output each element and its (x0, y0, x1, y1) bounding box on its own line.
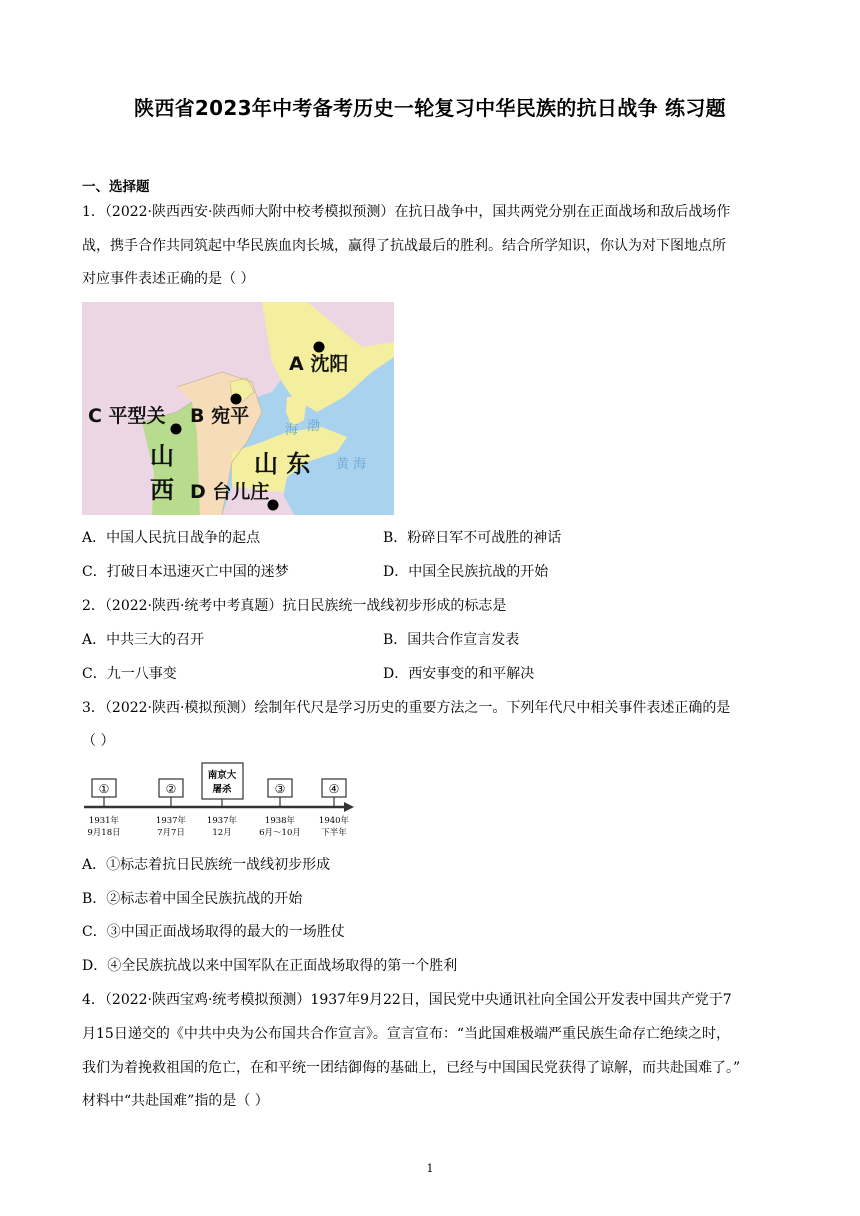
q2-option-d: D．西安事变的和平解决 (383, 666, 535, 682)
q4-stem-line-3: 我们为着挽救祖国的危亡，在和平统一团结御侮的基础上，已经与中国国民党获得了谅解，而共赴国难了。” (82, 1060, 741, 1076)
q3-option-d: D．④全民族抗战以来中国军队在正面战场取得的第一个胜利 (82, 958, 458, 974)
q4-stem-line-4: 材料中“共赴国难”指的是（ ） (82, 1093, 269, 1109)
timeline-date-2-day: 7月7日 (157, 828, 185, 838)
q4-stem-line-2: 月15日递交的《中共中央为公布国共合作宣言》。宣言宣布：“当此国难极端严重民族生命存亡绝续之时， (82, 1026, 730, 1042)
timeline-date-5-day: 下半年 (321, 828, 347, 838)
q3-stem-line-1: 3．（2022·陕西·模拟预测）绘制年代尺是学习历史的重要方法之一。下列年代尺中相关事件表述正确的是 (82, 700, 731, 716)
dot-wanping (231, 394, 242, 405)
label-shenyang: A 沈阳 (289, 353, 349, 375)
timeline-box-nanjing-line1: 南京大 (207, 770, 237, 781)
timeline-box-2-label: ② (165, 782, 177, 796)
timeline-box-nanjing-line2: 屠杀 (212, 784, 232, 795)
timeline-date-1-year: 1931年 (88, 816, 120, 826)
q1-option-a: A．中国人民抗日战争的起点 (82, 530, 261, 546)
q1-option-c: C．打破日本迅速灭亡中国的迷梦 (82, 564, 289, 580)
label-xi: 西 (150, 476, 174, 504)
dot-pingxingguan (171, 424, 182, 435)
q1-map-image (82, 302, 394, 515)
timeline-box-3-label: ③ (274, 782, 286, 796)
timeline-date-4-day: 6月～10月 (259, 828, 301, 838)
label-huanghai: 黄 海 (336, 457, 367, 472)
timeline-date-3-year: 1937年 (206, 816, 238, 826)
q3-timeline-image (82, 760, 357, 842)
q2-option-c: C．九一八事变 (82, 666, 177, 682)
timeline-arrow (344, 802, 354, 812)
timeline-date-3-day: 12月 (212, 828, 232, 838)
q1-option-d: D．中国全民族抗战的开始 (383, 564, 549, 580)
q1-stem-line-1: 1．（2022·陕西西安·陕西师大附中校考模拟预测）在抗日战争中，国共两党分别在正面战场和敌后战场作 (82, 204, 731, 220)
timeline-box-1-label: ① (98, 782, 110, 796)
label-wanping: B 宛平 (190, 405, 250, 427)
q3-stem-line-2: （ ） (82, 733, 115, 749)
q3-option-b: B．②标志着中国全民族抗战的开始 (82, 891, 303, 907)
label-shandong: 山 东 (254, 450, 311, 478)
timeline-date-5-year: 1940年 (318, 816, 350, 826)
map-svg (82, 302, 394, 515)
q1-option-b: B．粉碎日军不可战胜的神话 (383, 530, 562, 546)
timeline-date-2-year: 1937年 (155, 816, 187, 826)
timeline-box-4-label: ④ (328, 782, 340, 796)
timeline-date-4-year: 1938年 (264, 816, 296, 826)
page-number: 1 (426, 1162, 434, 1175)
section-heading: 一、选择题 (82, 179, 150, 195)
timeline-date-1-day: 9月18日 (87, 828, 121, 838)
q2-stem: 2．（2022·陕西·统考中考真题）抗日民族统一战线初步形成的标志是 (82, 598, 507, 614)
document-title: 陕西省2023年中考备考历史一轮复习中华民族的抗日战争 练习题 (134, 96, 726, 120)
label-hai: 海 (285, 423, 299, 438)
q2-option-b: B．国共合作宣言发表 (383, 632, 520, 648)
q1-stem-line-2: 战，携手合作共同筑起中华民族血肉长城，赢得了抗战最后的胜利。结合所学知识，你认为对下图地点所 (82, 238, 726, 254)
q2-option-a: A．中共三大的召开 (82, 632, 205, 648)
dot-shenyang (314, 342, 325, 353)
q3-option-a: A．①标志着抗日民族统一战线初步形成 (82, 857, 331, 873)
q1-stem-line-3: 对应事件表述正确的是（ ） (82, 271, 255, 287)
label-pingxingguan: C 平型关 (88, 405, 166, 427)
label-bohai: 渤 (307, 419, 321, 434)
label-taierzhuang: D 台儿庄 (190, 481, 270, 503)
timeline-svg (82, 760, 357, 842)
q4-stem-line-1: 4．（2022·陕西宝鸡·统考模拟预测）1937年9月22日，国民党中央通讯社向全国公开发表中国共产党于7 (82, 992, 732, 1008)
label-shan: 山 (150, 442, 174, 470)
q3-option-c: C．③中国正面战场取得的最大的一场胜仗 (82, 924, 345, 940)
